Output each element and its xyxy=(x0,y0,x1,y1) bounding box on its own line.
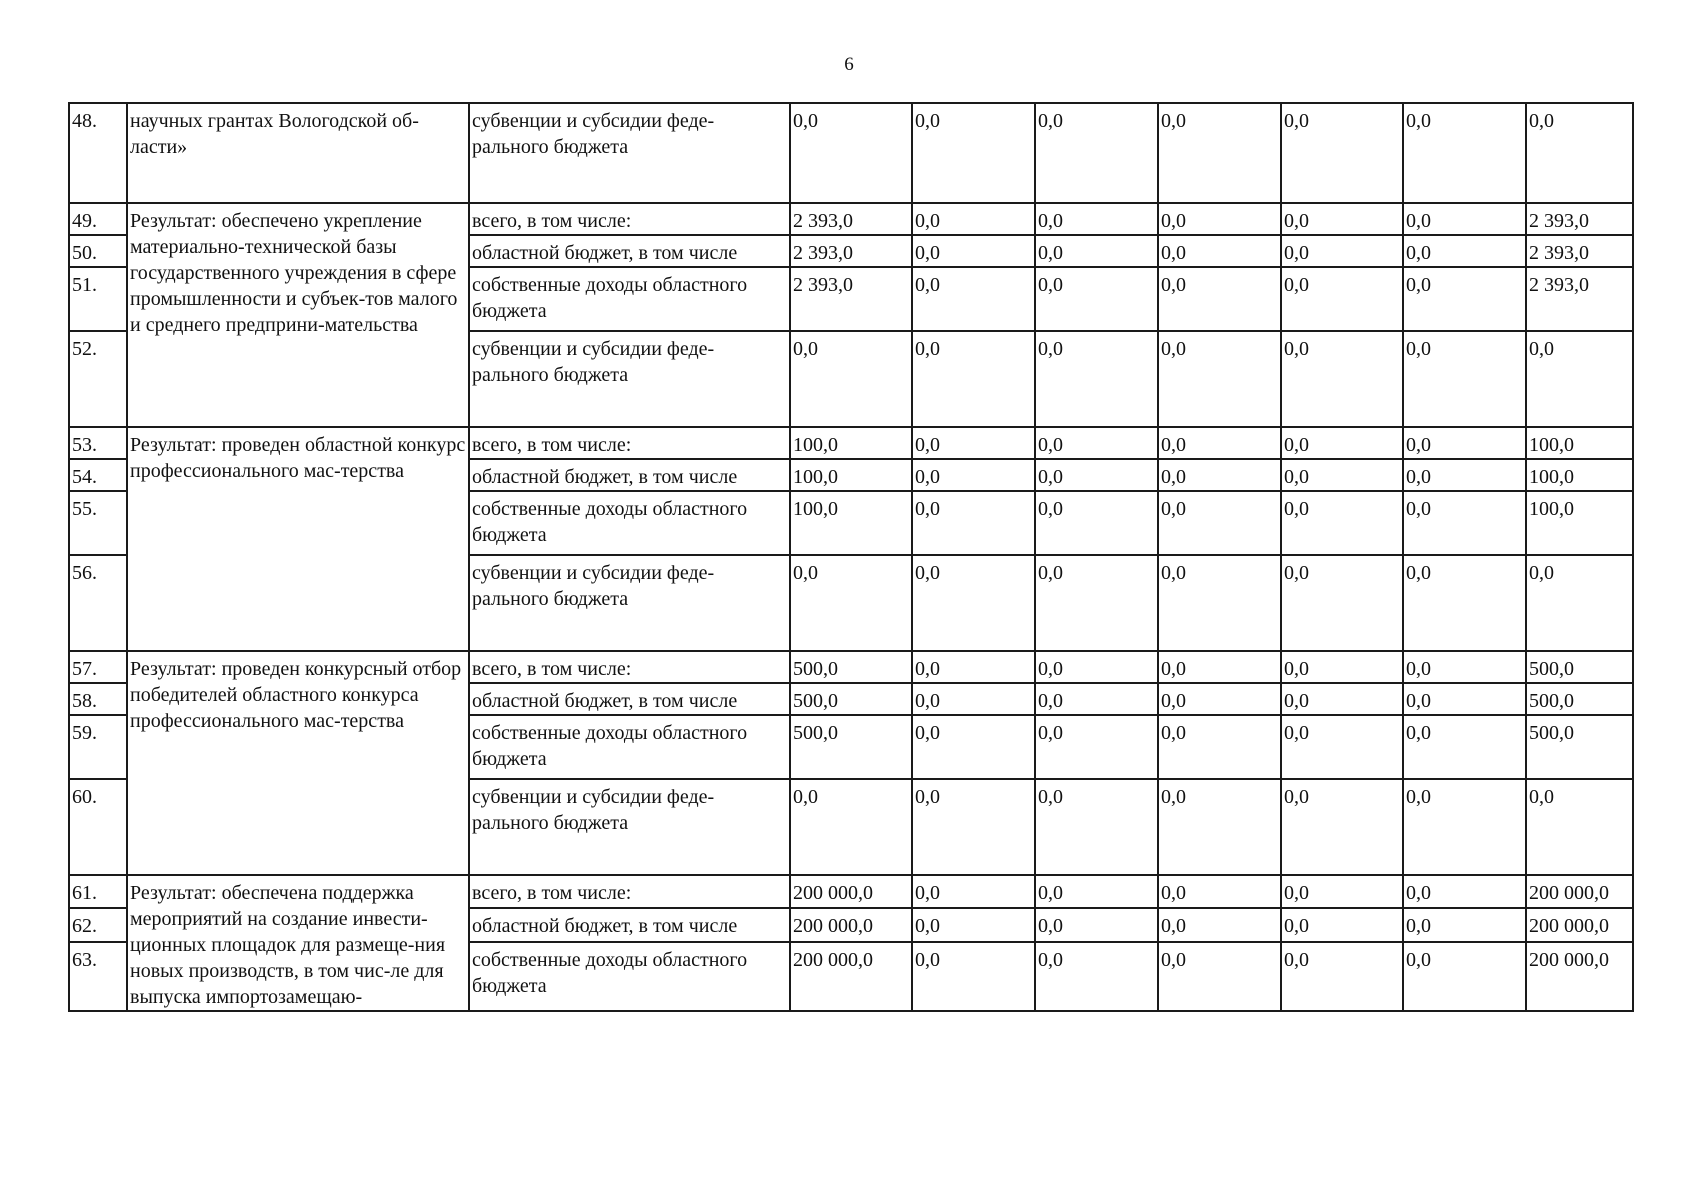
value-cell: 0,0 xyxy=(1035,683,1158,715)
funding-source-cell: субвенции и субсидии феде-рального бюджета xyxy=(469,103,790,203)
value-cell: 200 000,0 xyxy=(790,942,912,1011)
value-cell: 0,0 xyxy=(1158,331,1281,427)
funding-source-cell: всего, в том числе: xyxy=(469,651,790,683)
value-cell: 0,0 xyxy=(1035,651,1158,683)
value-cell: 0,0 xyxy=(1281,459,1403,491)
value-cell: 2 393,0 xyxy=(790,235,912,267)
value-cell: 0,0 xyxy=(1035,779,1158,875)
value-cell: 0,0 xyxy=(1035,555,1158,651)
value-cell: 0,0 xyxy=(1526,779,1633,875)
funding-source-cell: собственные доходы областного бюджета xyxy=(469,491,790,555)
funding-source-cell: областной бюджет, в том числе xyxy=(469,459,790,491)
value-cell: 0,0 xyxy=(1035,875,1158,908)
value-cell: 2 393,0 xyxy=(1526,203,1633,235)
row-number-cell: 53. xyxy=(69,427,127,459)
value-cell: 0,0 xyxy=(1158,683,1281,715)
value-cell: 100,0 xyxy=(1526,427,1633,459)
value-cell: 0,0 xyxy=(1035,459,1158,491)
row-number-cell: 57. xyxy=(69,651,127,683)
value-cell: 0,0 xyxy=(912,555,1035,651)
value-cell: 0,0 xyxy=(1158,875,1281,908)
value-cell: 0,0 xyxy=(1403,331,1526,427)
activity-description-cell: Результат: проведен конкурсный отбор победителей областного конкурса профессионального мас-терства xyxy=(127,651,469,875)
value-cell: 2 393,0 xyxy=(790,203,912,235)
table-row xyxy=(69,103,1633,203)
value-cell: 0,0 xyxy=(912,331,1035,427)
value-cell: 0,0 xyxy=(1035,235,1158,267)
value-cell: 0,0 xyxy=(912,103,1035,203)
value-cell: 0,0 xyxy=(1035,908,1158,941)
value-cell: 200 000,0 xyxy=(790,908,912,941)
value-cell: 0,0 xyxy=(1035,715,1158,779)
value-cell: 0,0 xyxy=(1035,203,1158,235)
value-cell: 100,0 xyxy=(1526,491,1633,555)
value-cell: 0,0 xyxy=(912,267,1035,331)
value-cell: 100,0 xyxy=(790,491,912,555)
value-cell: 0,0 xyxy=(912,491,1035,555)
value-cell: 0,0 xyxy=(912,459,1035,491)
funding-source-cell: собственные доходы областного бюджета xyxy=(469,267,790,331)
activity-description-cell: Результат: проведен областной конкурс профессионального мас-терства xyxy=(127,427,469,651)
value-cell: 0,0 xyxy=(1035,427,1158,459)
funding-source-cell: всего, в том числе: xyxy=(469,875,790,908)
value-cell: 0,0 xyxy=(1158,779,1281,875)
value-cell: 200 000,0 xyxy=(790,875,912,908)
row-number-cell: 58. xyxy=(69,683,127,715)
value-cell: 0,0 xyxy=(1158,555,1281,651)
value-cell: 0,0 xyxy=(790,103,912,203)
funding-source-cell: собственные доходы областного бюджета xyxy=(469,715,790,779)
value-cell: 0,0 xyxy=(1403,103,1526,203)
value-cell: 0,0 xyxy=(912,875,1035,908)
value-cell: 200 000,0 xyxy=(1526,908,1633,941)
funding-source-cell: субвенции и субсидии феде-рального бюджета xyxy=(469,331,790,427)
activity-description-cell: Результат: обеспечено укрепление материально-технической базы государственного учреждения в сфере промышленности и субъек-тов малого и среднего предприни-мательства xyxy=(127,203,469,427)
value-cell: 100,0 xyxy=(790,459,912,491)
value-cell: 0,0 xyxy=(1158,235,1281,267)
value-cell: 0,0 xyxy=(1158,267,1281,331)
funding-source-cell: всего, в том числе: xyxy=(469,427,790,459)
value-cell: 0,0 xyxy=(1158,908,1281,941)
value-cell: 2 393,0 xyxy=(790,267,912,331)
value-cell: 0,0 xyxy=(1526,555,1633,651)
value-cell: 0,0 xyxy=(1158,651,1281,683)
value-cell: 0,0 xyxy=(1035,103,1158,203)
value-cell: 0,0 xyxy=(790,779,912,875)
value-cell: 0,0 xyxy=(1281,203,1403,235)
value-cell: 0,0 xyxy=(1403,875,1526,908)
row-number-cell: 54. xyxy=(69,459,127,491)
value-cell: 0,0 xyxy=(1403,459,1526,491)
value-cell: 0,0 xyxy=(1281,555,1403,651)
activity-description-cell: научных грантах Вологодской об-ласти» xyxy=(127,103,469,203)
value-cell: 0,0 xyxy=(912,715,1035,779)
value-cell: 0,0 xyxy=(1158,491,1281,555)
value-cell: 0,0 xyxy=(1158,427,1281,459)
value-cell: 0,0 xyxy=(1281,331,1403,427)
row-number-cell: 56. xyxy=(69,555,127,651)
value-cell: 0,0 xyxy=(1403,779,1526,875)
value-cell: 0,0 xyxy=(1281,103,1403,203)
value-cell: 0,0 xyxy=(1281,491,1403,555)
value-cell: 0,0 xyxy=(1403,267,1526,331)
value-cell: 0,0 xyxy=(912,235,1035,267)
value-cell: 0,0 xyxy=(1158,203,1281,235)
row-number-cell: 61. xyxy=(69,875,127,908)
value-cell: 500,0 xyxy=(790,651,912,683)
value-cell: 0,0 xyxy=(1403,427,1526,459)
value-cell: 0,0 xyxy=(1035,331,1158,427)
row-number-cell: 48. xyxy=(69,103,127,203)
value-cell: 0,0 xyxy=(1526,331,1633,427)
value-cell: 500,0 xyxy=(1526,683,1633,715)
value-cell: 0,0 xyxy=(912,908,1035,941)
value-cell: 0,0 xyxy=(790,555,912,651)
row-number-cell: 51. xyxy=(69,267,127,331)
value-cell: 0,0 xyxy=(1526,103,1633,203)
value-cell: 0,0 xyxy=(912,683,1035,715)
funding-source-cell: субвенции и субсидии феде-рального бюджета xyxy=(469,555,790,651)
budget-table xyxy=(68,102,1634,1012)
value-cell: 2 393,0 xyxy=(1526,235,1633,267)
value-cell: 0,0 xyxy=(1035,942,1158,1011)
table-row xyxy=(69,651,1633,683)
funding-source-cell: областной бюджет, в том числе xyxy=(469,908,790,941)
value-cell: 2 393,0 xyxy=(1526,267,1633,331)
value-cell: 0,0 xyxy=(1035,491,1158,555)
value-cell: 0,0 xyxy=(1281,908,1403,941)
value-cell: 0,0 xyxy=(912,427,1035,459)
funding-source-cell: областной бюджет, в том числе xyxy=(469,683,790,715)
page-number: 6 xyxy=(844,54,854,75)
row-number-cell: 59. xyxy=(69,715,127,779)
value-cell: 0,0 xyxy=(1035,267,1158,331)
row-number-cell: 62. xyxy=(69,908,127,941)
table-row xyxy=(69,203,1633,235)
funding-source-cell: субвенции и субсидии феде-рального бюджета xyxy=(469,779,790,875)
value-cell: 0,0 xyxy=(1281,942,1403,1011)
value-cell: 0,0 xyxy=(1281,267,1403,331)
value-cell: 0,0 xyxy=(912,651,1035,683)
value-cell: 100,0 xyxy=(1526,459,1633,491)
row-number-cell: 52. xyxy=(69,331,127,427)
funding-source-cell: собственные доходы областного бюджета xyxy=(469,942,790,1011)
value-cell: 0,0 xyxy=(1403,555,1526,651)
value-cell: 100,0 xyxy=(790,427,912,459)
value-cell: 0,0 xyxy=(912,779,1035,875)
table-row xyxy=(69,427,1633,459)
value-cell: 0,0 xyxy=(1403,651,1526,683)
value-cell: 200 000,0 xyxy=(1526,875,1633,908)
value-cell: 0,0 xyxy=(1158,103,1281,203)
row-number-cell: 49. xyxy=(69,203,127,235)
funding-source-cell: областной бюджет, в том числе xyxy=(469,235,790,267)
value-cell: 0,0 xyxy=(1403,942,1526,1011)
value-cell: 0,0 xyxy=(1158,459,1281,491)
activity-description-cell: Результат: обеспечена поддержка мероприятий на создание инвести-ционных площадок для размеще-ния новых производств, в том чис-ле для выпуска импортозамещаю- xyxy=(127,875,469,1011)
row-number-cell: 60. xyxy=(69,779,127,875)
value-cell: 0,0 xyxy=(1158,715,1281,779)
value-cell: 0,0 xyxy=(1281,715,1403,779)
value-cell: 0,0 xyxy=(1403,715,1526,779)
value-cell: 0,0 xyxy=(1281,875,1403,908)
value-cell: 0,0 xyxy=(790,331,912,427)
value-cell: 500,0 xyxy=(1526,715,1633,779)
value-cell: 0,0 xyxy=(1403,491,1526,555)
value-cell: 0,0 xyxy=(1403,203,1526,235)
row-number-cell: 63. xyxy=(69,942,127,1011)
value-cell: 0,0 xyxy=(1281,779,1403,875)
table-row xyxy=(69,875,1633,908)
value-cell: 500,0 xyxy=(790,715,912,779)
value-cell: 200 000,0 xyxy=(1526,942,1633,1011)
value-cell: 500,0 xyxy=(790,683,912,715)
value-cell: 0,0 xyxy=(1281,651,1403,683)
value-cell: 0,0 xyxy=(1403,683,1526,715)
value-cell: 0,0 xyxy=(1403,908,1526,941)
value-cell: 0,0 xyxy=(912,203,1035,235)
value-cell: 0,0 xyxy=(912,942,1035,1011)
funding-source-cell: всего, в том числе: xyxy=(469,203,790,235)
value-cell: 0,0 xyxy=(1281,683,1403,715)
value-cell: 0,0 xyxy=(1403,235,1526,267)
value-cell: 500,0 xyxy=(1526,651,1633,683)
row-number-cell: 50. xyxy=(69,235,127,267)
value-cell: 0,0 xyxy=(1158,942,1281,1011)
value-cell: 0,0 xyxy=(1281,427,1403,459)
value-cell: 0,0 xyxy=(1281,235,1403,267)
row-number-cell: 55. xyxy=(69,491,127,555)
